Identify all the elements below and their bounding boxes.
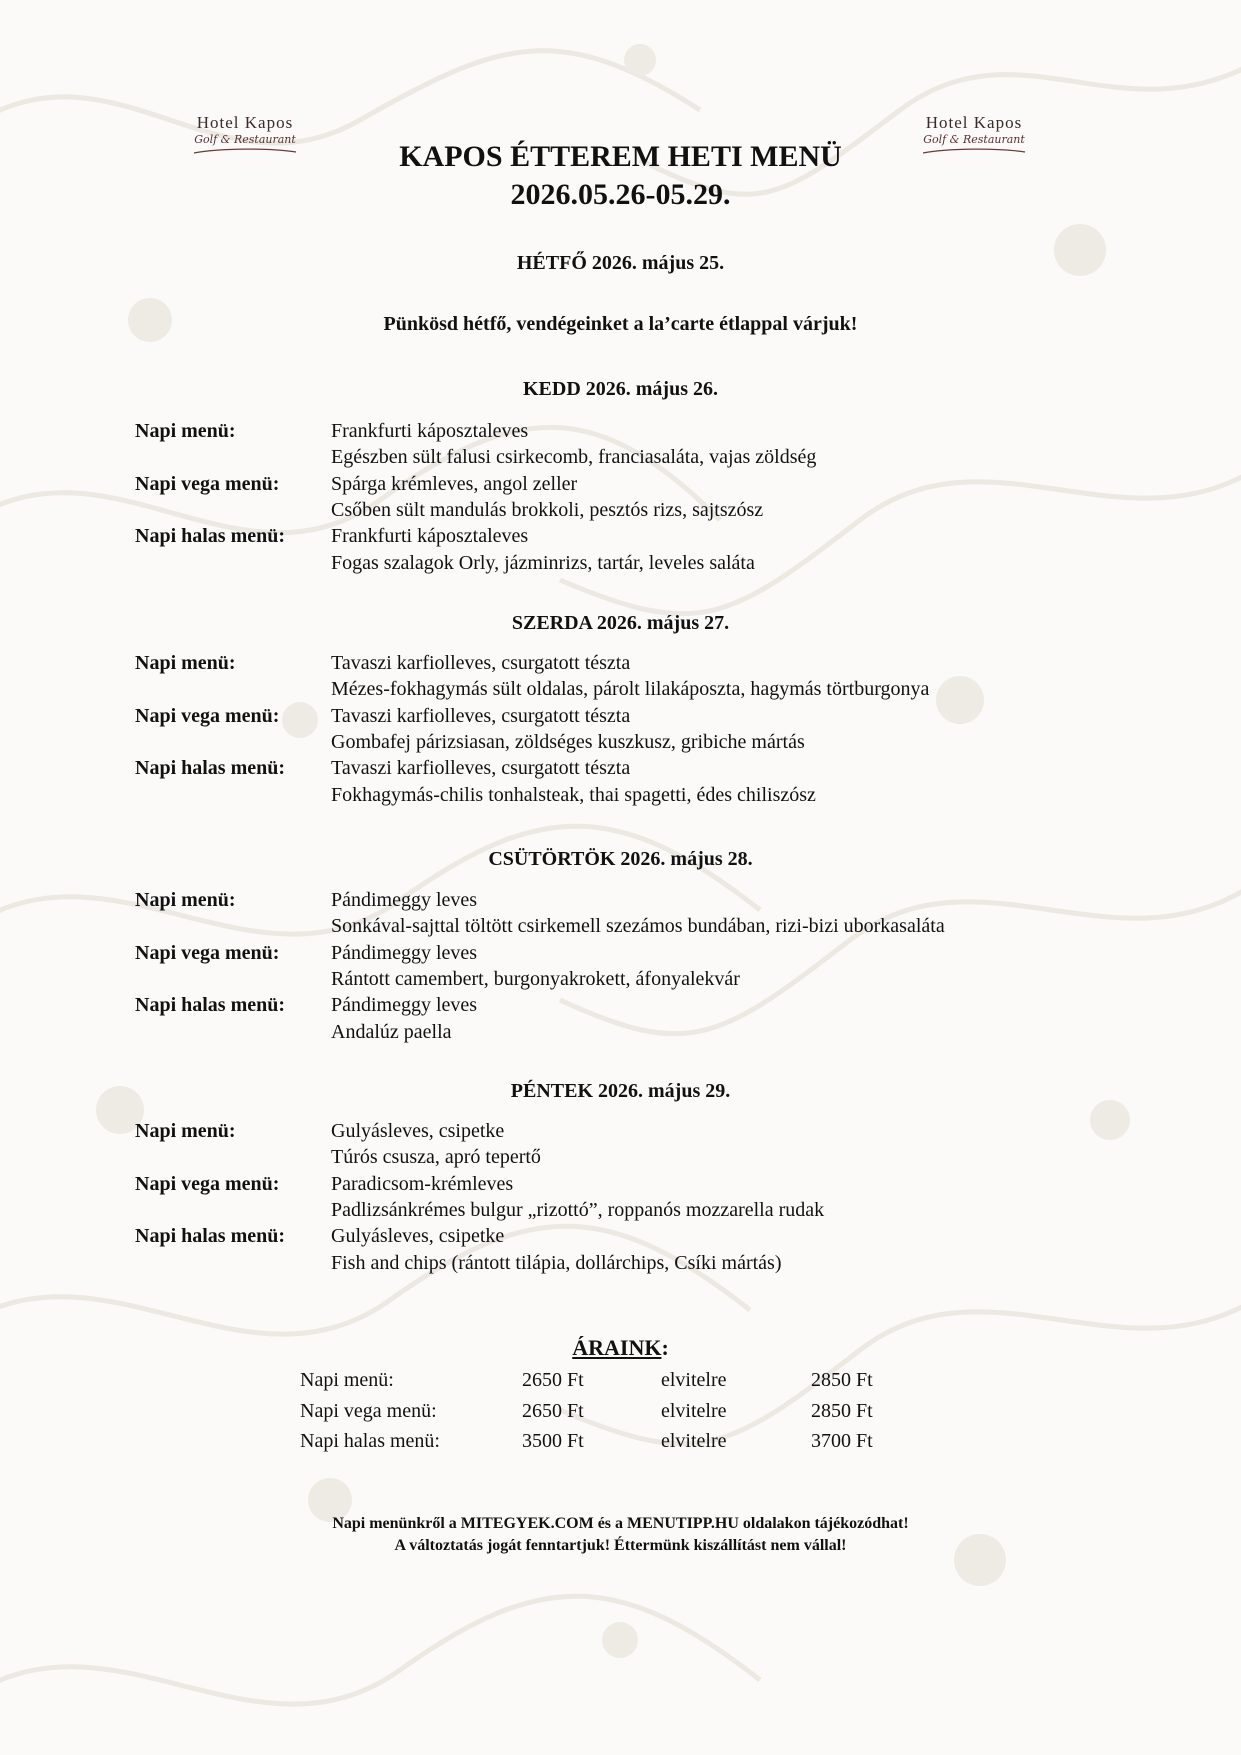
- prices-title-colon: :: [661, 1335, 669, 1360]
- logo-brand-text: Hotel Kapos: [925, 113, 1023, 132]
- menu-label: Napi vega menü:: [135, 1173, 280, 1195]
- logo-brand-text: Hotel Kapos: [196, 113, 294, 132]
- logo-script-text: Golf & Restaurant: [194, 133, 296, 146]
- price-row-takeaway-price: 3700 Ft: [811, 1430, 873, 1452]
- footer-info: Napi menünkről a MITEGYEK.COM és a MENUTIPP.HU oldalakon tájékozódhat!: [332, 1515, 909, 1532]
- menu-soup: Tavaszi karfiolleves, csurgatott tészta: [331, 757, 631, 779]
- footer-disclaimer: A változtatás jogát fenntartjuk! Éttermünk kiszállítást nem vállal!: [394, 1537, 847, 1554]
- menu-soup: Pándimeggy leves: [331, 942, 478, 964]
- menu-label: Napi menü:: [135, 652, 236, 674]
- logo-script-text: Golf & Restaurant: [923, 133, 1025, 146]
- price-row-price: 3500 Ft: [522, 1430, 584, 1452]
- price-row-price: 2650 Ft: [522, 1369, 584, 1391]
- menu-soup: Gulyásleves, csipetke: [331, 1120, 505, 1142]
- menu-soup: Pándimeggy leves: [331, 889, 478, 911]
- menu-label: Napi menü:: [135, 1120, 236, 1142]
- monday-note: Pünkösd hétfő, vendégeinket a la’carte étlappal várjuk!: [383, 313, 858, 335]
- menu-soup: Tavaszi karfiolleves, csurgatott tészta: [331, 705, 631, 727]
- menu-label: Napi vega menü:: [135, 942, 280, 964]
- price-row-takeaway-price: 2850 Ft: [811, 1369, 873, 1391]
- menu-main: Padlizsánkrémes bulgur „rizottó”, roppanós mozzarella rudak: [331, 1199, 825, 1221]
- menu-label: Napi halas menü:: [135, 1225, 286, 1247]
- prices-heading: [0, 1334, 1241, 1362]
- menu-main: Túrós csusza, apró tepertő: [331, 1146, 541, 1168]
- menu-soup: Pándimeggy leves: [331, 994, 478, 1016]
- menu-label: Napi halas menü:: [135, 994, 286, 1016]
- menu-main: Sonkával-sajttal töltött csirkemell szezámos bundában, rizi-bizi uborkasaláta: [331, 915, 945, 937]
- menu-soup: Tavaszi karfiolleves, csurgatott tészta: [331, 652, 631, 674]
- page-title: KAPOS ÉTTEREM HETI MENÜ: [399, 140, 842, 173]
- day-heading: KEDD 2026. május 26.: [522, 378, 718, 400]
- day-heading: CSÜTÖRTÖK 2026. május 28.: [488, 848, 753, 870]
- menu-label: Napi halas menü:: [135, 525, 286, 547]
- menu-soup: Paradicsom-krémleves: [331, 1173, 514, 1195]
- day-heading: PÉNTEK 2026. május 29.: [510, 1080, 731, 1102]
- menu-label: Napi vega menü:: [135, 473, 280, 495]
- menu-soup: Spárga krémleves, angol zeller: [331, 473, 578, 495]
- menu-main: Fogas szalagok Orly, jázminrizs, tartár, leveles saláta: [331, 552, 755, 574]
- week-dates: 2026.05.26-05.29.: [510, 178, 731, 211]
- price-row-takeaway: elvitelre: [661, 1400, 727, 1422]
- menu-label: Napi menü:: [135, 420, 236, 442]
- menu-soup: Frankfurti káposztaleves: [331, 525, 529, 547]
- prices-title-text: ÁRAINK: [572, 1335, 662, 1360]
- menu-main: Csőben sült mandulás brokkoli, pesztós rizs, sajtszósz: [331, 499, 764, 521]
- price-row-takeaway-price: 2850 Ft: [811, 1400, 873, 1422]
- menu-main: Egészben sült falusi csirkecomb, franciasaláta, vajas zöldség: [331, 446, 817, 468]
- price-row-name: Napi vega menü:: [300, 1400, 437, 1422]
- menu-label: Napi vega menü:: [135, 705, 280, 727]
- menu-main: Andalúz paella: [331, 1021, 452, 1043]
- menu-main: Gombafej párizsiasan, zöldséges kuszkusz, gribiche mártás: [331, 731, 805, 753]
- day-heading: SZERDA 2026. május 27.: [511, 612, 730, 634]
- price-row-price: 2650 Ft: [522, 1400, 584, 1422]
- monday-heading: HÉTFŐ 2026. május 25.: [516, 252, 725, 274]
- price-row-takeaway: elvitelre: [661, 1430, 727, 1452]
- menu-label: Napi menü:: [135, 889, 236, 911]
- menu-main: Fish and chips (rántott tilápia, dollárchips, Csíki mártás): [331, 1252, 782, 1274]
- menu-main: Fokhagymás-chilis tonhalsteak, thai spagetti, édes chiliszósz: [331, 784, 816, 806]
- price-row-name: Napi halas menü:: [300, 1430, 440, 1452]
- price-row-takeaway: elvitelre: [661, 1369, 727, 1391]
- menu-main: Rántott camembert, burgonyakrokett, áfonyalekvár: [331, 968, 740, 990]
- menu-label: Napi halas menü:: [135, 757, 286, 779]
- menu-soup: Frankfurti káposztaleves: [331, 420, 529, 442]
- menu-main: Mézes-fokhagymás sült oldalas, párolt lilakáposzta, hagymás törtburgonya: [331, 678, 930, 700]
- price-row-name: Napi menü:: [300, 1369, 394, 1391]
- menu-soup: Gulyásleves, csipetke: [331, 1225, 505, 1247]
